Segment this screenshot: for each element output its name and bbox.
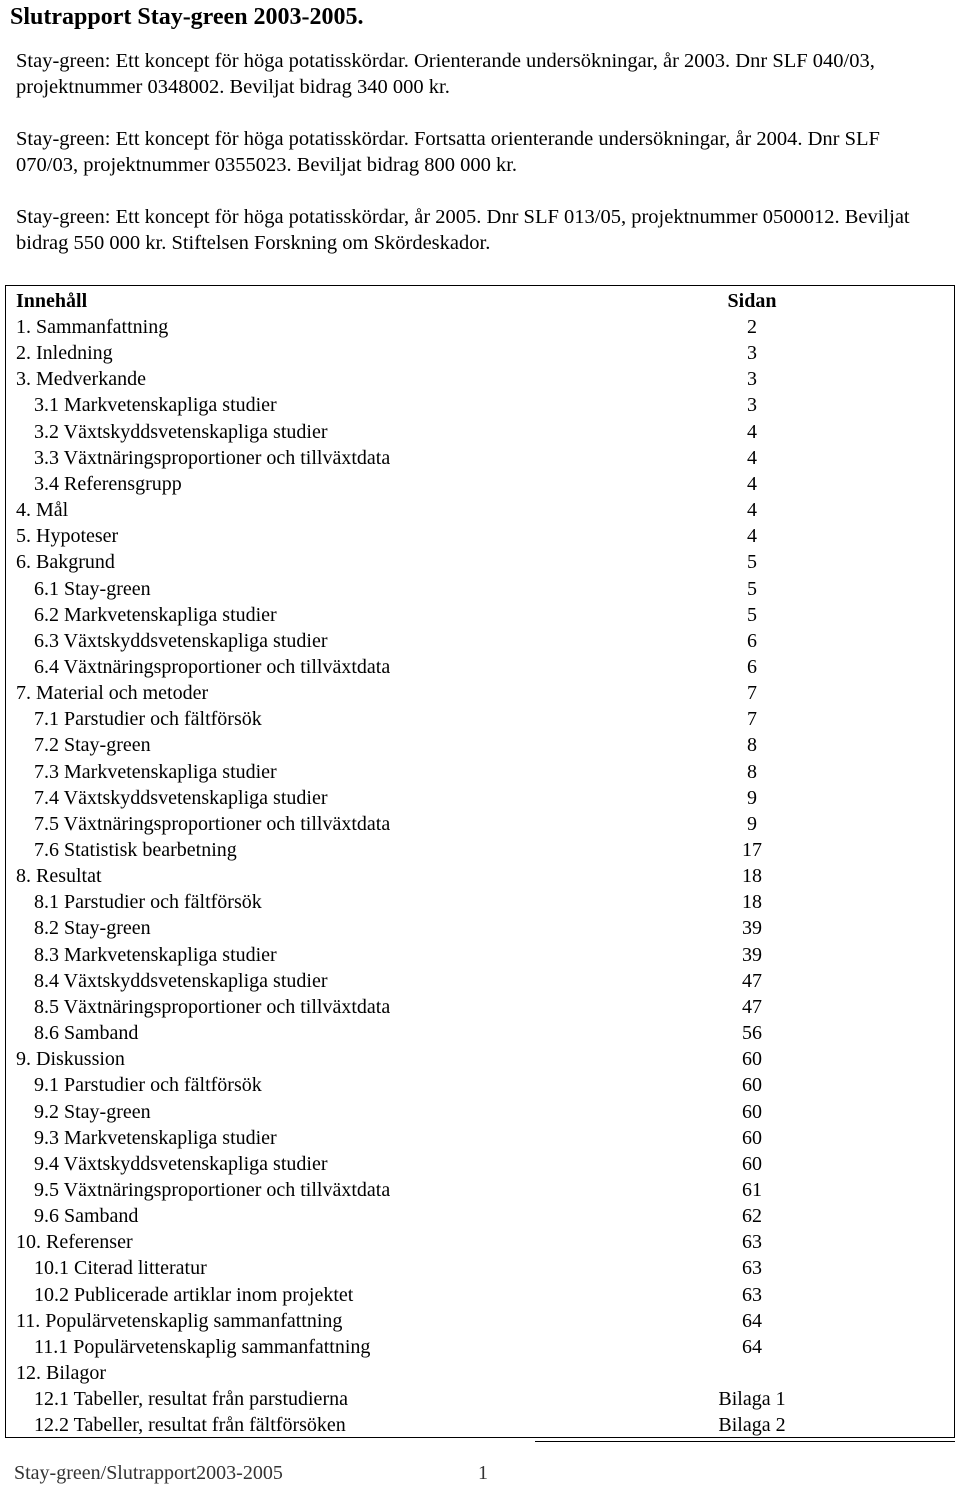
toc-entry <box>6 523 954 549</box>
toc-entry <box>6 1334 954 1360</box>
toc-entry-title: 7.4 Växtskyddsvetenskapliga studier <box>34 786 328 809</box>
toc-entry <box>6 1072 954 1098</box>
toc-entry-page: 47 <box>742 995 762 1018</box>
toc-entry-page: 47 <box>742 969 762 992</box>
toc-entry-title: 9.1 Parstudier och fältförsök <box>34 1074 262 1097</box>
toc-entry-title: 6.1 Stay-green <box>34 577 151 600</box>
document-title: Slutrapport Stay-green 2003-2005. <box>10 4 364 30</box>
toc-entry <box>6 1020 954 1046</box>
toc-entry-title: 12.1 Tabeller, resultat från parstudierna <box>34 1388 348 1411</box>
intro-paragraph-2003: Stay-green: Ett koncept för höga potatisskördar. Orienterande undersökningar, år 2003. Dnr SLF 040/03, projektnummer 0348002. Beviljat bidrag 340 000 kr. <box>16 50 875 98</box>
toc-entry-page: 9 <box>747 786 757 809</box>
toc-entry-title: 7.5 Växtnäringsproportioner och tillväxtdata <box>34 812 391 835</box>
toc-entry <box>6 994 954 1020</box>
toc-entry-page: 6 <box>747 655 757 678</box>
toc-entry-title: 8.4 Växtskyddsvetenskapliga studier <box>34 969 328 992</box>
toc-entry <box>6 366 954 392</box>
toc-entry <box>6 419 954 445</box>
toc-entry <box>6 759 954 785</box>
toc-entry-page: 60 <box>742 1100 762 1123</box>
toc-entry-page: 5 <box>747 603 757 626</box>
toc-entry-page: 39 <box>742 943 762 966</box>
toc-entry-title: 1. Sammanfattning <box>16 316 169 338</box>
toc-entry-page: Bilaga 2 <box>718 1414 786 1437</box>
toc-entry-page: 4 <box>747 472 757 495</box>
toc-entry <box>6 732 954 758</box>
toc-entry <box>6 706 954 732</box>
toc-entry-page: 63 <box>742 1231 762 1254</box>
toc-entry-page: 18 <box>742 891 762 914</box>
toc-entry-title: 11. Populärvetenskaplig sammanfattning <box>16 1309 343 1332</box>
toc-entry <box>6 915 954 941</box>
toc-entry <box>6 968 954 994</box>
toc-entry <box>6 680 954 706</box>
toc-entry <box>6 1046 954 1072</box>
toc-entry-title: 3.3 Växtnäringsproportioner och tillväxtdata <box>34 446 391 469</box>
toc-entry <box>6 1099 954 1125</box>
toc-entry-page: Bilaga 1 <box>718 1388 786 1411</box>
toc-entry <box>6 628 954 654</box>
toc-entry <box>6 889 954 915</box>
toc-entry <box>6 837 954 863</box>
toc-entry-title: 6. Bakgrund <box>16 551 115 574</box>
toc-entry-page: 3 <box>747 368 757 391</box>
table-of-contents <box>5 285 955 1438</box>
toc-entry-title: 4. Mål <box>16 499 69 522</box>
toc-entry-page: 9 <box>747 812 757 835</box>
toc-entry-title: 9.5 Växtnäringsproportioner och tillväxtdata <box>34 1178 391 1201</box>
toc-entry-page: 8 <box>747 734 757 757</box>
toc-entry-title: 3.4 Referensgrupp <box>34 472 182 495</box>
toc-entry <box>6 1386 954 1412</box>
toc-entry-title: 8.6 Samband <box>34 1022 139 1045</box>
toc-entry-title: 7.2 Stay-green <box>34 734 151 757</box>
toc-entry-page: 60 <box>742 1126 762 1149</box>
toc-entry <box>6 497 954 523</box>
toc-entry-title: 11.1 Populärvetenskaplig sammanfattning <box>34 1335 371 1358</box>
toc-entry <box>6 392 954 418</box>
toc-entry-page: 56 <box>742 1022 762 1045</box>
toc-entry-title: 7. Material och metoder <box>16 682 209 705</box>
toc-entry-page: 2 <box>747 316 757 338</box>
toc-entry-title: 9.4 Växtskyddsvetenskapliga studier <box>34 1152 328 1175</box>
toc-header-title: Innehåll <box>16 290 88 312</box>
toc-entry-title: 3.2 Växtskyddsvetenskapliga studier <box>34 420 328 443</box>
toc-entry-title: 6.4 Växtnäringsproportioner och tillväxtdata <box>34 655 391 678</box>
toc-entry <box>6 1360 954 1386</box>
toc-entry-page: 7 <box>747 682 757 705</box>
intro-paragraph-2004: Stay-green: Ett koncept för höga potatisskördar. Fortsatta orienterande undersökningar, år 2004. Dnr SLF 070/03, projektnummer 0355023. Beviljat bidrag 800 000 kr. <box>16 128 880 176</box>
toc-entry-title: 6.3 Växtskyddsvetenskapliga studier <box>34 629 328 652</box>
toc-entry-title: 12. Bilagor <box>16 1362 106 1384</box>
toc-entry-page: 62 <box>742 1205 762 1228</box>
toc-entry <box>6 785 954 811</box>
toc-entry <box>6 1203 954 1229</box>
toc-entry-page: 4 <box>747 420 757 443</box>
toc-entry-page: 7 <box>747 708 757 731</box>
toc-entry-page: 61 <box>742 1178 762 1201</box>
toc-entry-title: 9.6 Samband <box>34 1205 139 1228</box>
toc-entry <box>6 1255 954 1281</box>
toc-entry-page: 39 <box>742 917 762 940</box>
toc-entry <box>6 654 954 680</box>
toc-entry-title: 8. Resultat <box>16 865 102 888</box>
toc-bottom-divider <box>535 1441 955 1442</box>
toc-entry-title: 8.5 Växtnäringsproportioner och tillväxtdata <box>34 995 391 1018</box>
toc-header-page: Sidan <box>727 290 777 312</box>
toc-entry-title: 8.2 Stay-green <box>34 917 151 940</box>
toc-entry-page: 8 <box>747 760 757 783</box>
toc-entry-page: 17 <box>742 839 762 861</box>
toc-entry-title: 10.2 Publicerade artiklar inom projektet <box>34 1283 354 1306</box>
toc-entry-page: 60 <box>742 1152 762 1175</box>
toc-entry-title: 7.1 Parstudier och fältförsök <box>34 708 262 731</box>
toc-entry <box>6 602 954 628</box>
toc-entry-page: 5 <box>747 551 757 574</box>
toc-entry <box>6 1177 954 1203</box>
toc-entry-title: 3.1 Markvetenskapliga studier <box>34 394 277 417</box>
toc-entry-page: 60 <box>742 1048 762 1071</box>
toc-entry-page: 4 <box>747 525 757 548</box>
toc-entry-title: 2. Inledning <box>16 342 113 365</box>
toc-entry-title: 9.3 Markvetenskapliga studier <box>34 1126 277 1149</box>
toc-entry-page: 4 <box>747 499 757 522</box>
toc-entry-title: 12.2 Tabeller, resultat från fältförsöken <box>34 1414 346 1437</box>
toc-entry-page: 64 <box>742 1309 762 1332</box>
toc-entry-title: 8.3 Markvetenskapliga studier <box>34 943 277 966</box>
toc-entry-page: 63 <box>742 1257 762 1280</box>
footer-page-number: 1 <box>478 1462 488 1484</box>
toc-entry <box>6 314 954 340</box>
toc-entry-page: 63 <box>742 1283 762 1306</box>
toc-entry-page: 4 <box>747 446 757 469</box>
toc-entry-page: 60 <box>742 1074 762 1097</box>
toc-entry <box>6 1308 954 1334</box>
toc-entry-page: 5 <box>747 577 757 600</box>
toc-entry <box>6 1282 954 1308</box>
toc-entry <box>6 1125 954 1151</box>
toc-entry-title: 8.1 Parstudier och fältförsök <box>34 891 262 914</box>
toc-entry-title: 7.6 Statistisk bearbetning <box>34 839 237 861</box>
toc-entry-title: 10.1 Citerad litteratur <box>34 1257 207 1280</box>
toc-entry <box>6 811 954 837</box>
toc-entry <box>6 1151 954 1177</box>
toc-entry <box>6 340 954 366</box>
toc-entry <box>6 863 954 889</box>
toc-entry <box>6 1229 954 1255</box>
toc-entry <box>6 1412 954 1438</box>
toc-entry-title: 5. Hypoteser <box>16 525 119 548</box>
toc-entry-page: 3 <box>747 342 757 365</box>
toc-entry <box>6 942 954 968</box>
toc-entry-title: 3. Medverkande <box>16 368 146 391</box>
toc-entry-title: 9.2 Stay-green <box>34 1100 151 1123</box>
toc-entry-title: 9. Diskussion <box>16 1048 125 1071</box>
toc-entry <box>6 471 954 497</box>
toc-entry-title: 10. Referenser <box>16 1231 133 1254</box>
footer-label: Stay-green/Slutrapport2003-2005 <box>14 1462 283 1484</box>
toc-entry-page: 6 <box>747 629 757 652</box>
toc-entry-page: 64 <box>742 1335 762 1358</box>
toc-entry-page: 3 <box>747 394 757 417</box>
toc-header-row <box>6 288 954 314</box>
intro-paragraph-2005: Stay-green: Ett koncept för höga potatisskördar, år 2005. Dnr SLF 013/05, projektnummer 0500012. Beviljat bidrag 550 000 kr. Stiftelsen Forskning om Skördeskador. <box>16 206 910 254</box>
toc-entry <box>6 576 954 602</box>
toc-entry <box>6 549 954 575</box>
toc-entry <box>6 445 954 471</box>
toc-entry-page: 18 <box>742 865 762 888</box>
toc-entry-title: 6.2 Markvetenskapliga studier <box>34 603 277 626</box>
toc-entry-title: 7.3 Markvetenskapliga studier <box>34 760 277 783</box>
